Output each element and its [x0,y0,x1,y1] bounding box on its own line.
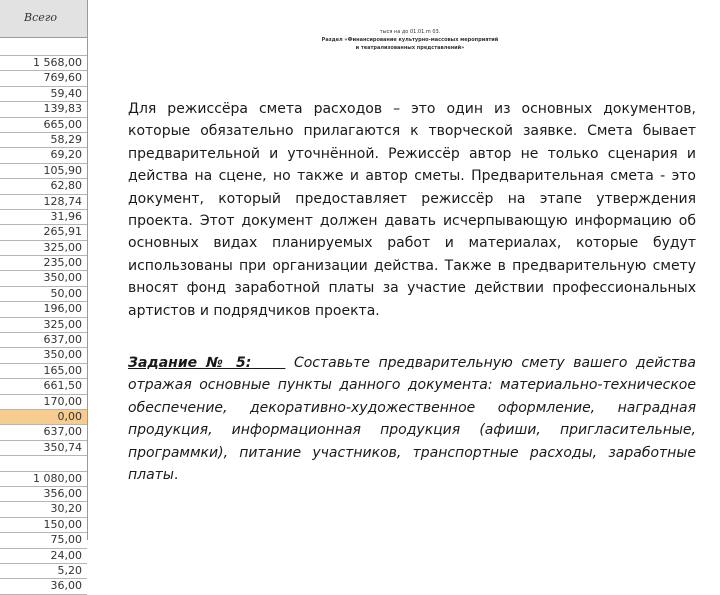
spreadsheet-cell: 196,00 [0,302,87,317]
document-header [290,28,530,52]
spreadsheet-rows [0,56,87,595]
task-paragraph [128,352,696,486]
spreadsheet-blank-row [0,38,87,56]
spreadsheet-cell: 75,00 [0,533,87,548]
spreadsheet-cell: 350,74 [0,441,87,456]
spreadsheet-cell: 665,00 [0,118,87,133]
spreadsheet-cell [0,456,87,471]
spreadsheet-cell: 1 080,00 [0,472,87,487]
document-header-section-cont: и театрализованных представлений» [355,45,465,51]
spreadsheet-column [0,0,88,593]
spreadsheet-cell: 356,00 [0,487,87,502]
spreadsheet-cell: 350,00 [0,271,87,286]
spreadsheet-cell: 769,60 [0,71,87,86]
spreadsheet-header [0,0,87,38]
spreadsheet-cell: 36,00 [0,579,87,594]
spreadsheet-cell: 62,80 [0,179,87,194]
spreadsheet-cell: 235,00 [0,256,87,271]
main-text [128,98,696,487]
spreadsheet-cell: 350,00 [0,348,87,363]
spreadsheet-cell: 128,74 [0,195,87,210]
task-title-underline-gap [251,355,285,371]
spreadsheet-cell: 30,20 [0,502,87,517]
spreadsheet-cell: 50,00 [0,287,87,302]
spreadsheet-cell: 59,40 [0,87,87,102]
document-header-section: Раздел «Финансирование культурно-массовых мероприятий [321,37,499,43]
spreadsheet-cell: 69,20 [0,148,87,163]
spreadsheet-cell: 637,00 [0,425,87,440]
spreadsheet-cell: 31,96 [0,210,87,225]
spreadsheet-cell: 1 568,00 [0,56,87,71]
spreadsheet-cell: 661,50 [0,379,87,394]
task-end: . [173,467,179,484]
spreadsheet-cell: 170,00 [0,395,87,410]
spreadsheet-cell: 265,91 [0,225,87,240]
spreadsheet-cell: 150,00 [0,518,87,533]
spreadsheet-cell: 637,00 [0,333,87,348]
spreadsheet-cell: 165,00 [0,364,87,379]
spreadsheet-cell: 325,00 [0,241,87,256]
spreadsheet-cell: 58,29 [0,133,87,148]
spreadsheet-cell: 24,00 [0,549,87,564]
task-title: Задание № 5: [128,355,252,372]
document-header-line: тыся на до 01.01.m 03. [379,29,441,35]
spreadsheet-cell: 5,20 [0,564,87,579]
spreadsheet-cell: 0,00 [0,410,87,425]
task-text: Составьте предварительную смету вашего действа отражая основные пункты данного документа: материально-техническое обеспечение, декоративно-художественное оформление, наградная продукция, информационная продукция (афиши, пригласительные, программки), питание участников, транспортные расходы, заработные платы [128,355,696,484]
intro-paragraph: Для режиссёра смета расходов – это один из основных документов, которые обязательно прилагаются к творческой заявке. Смета бывает предварительной и уточнённой. Режиссёр автор не только сценария и действа на сцене, но также и автор сметы. Предварительная смета - это документ, который предоставляет режиссёр на этапе утверждения проекта. Этот документ должен давать исчерпывающую информацию об основных видах планируемых работ и материалах, которые будут использованы при организации действа. Также в предварительную смету вносят фонд заработной платы за участие действии профессиональных артистов и подрядчиков проекта. [128,101,696,319]
spreadsheet-cell: 325,00 [0,318,87,333]
column-header-total: Всего [24,11,57,24]
spreadsheet-cell: 139,83 [0,102,87,117]
spreadsheet-cell: 105,90 [0,164,87,179]
